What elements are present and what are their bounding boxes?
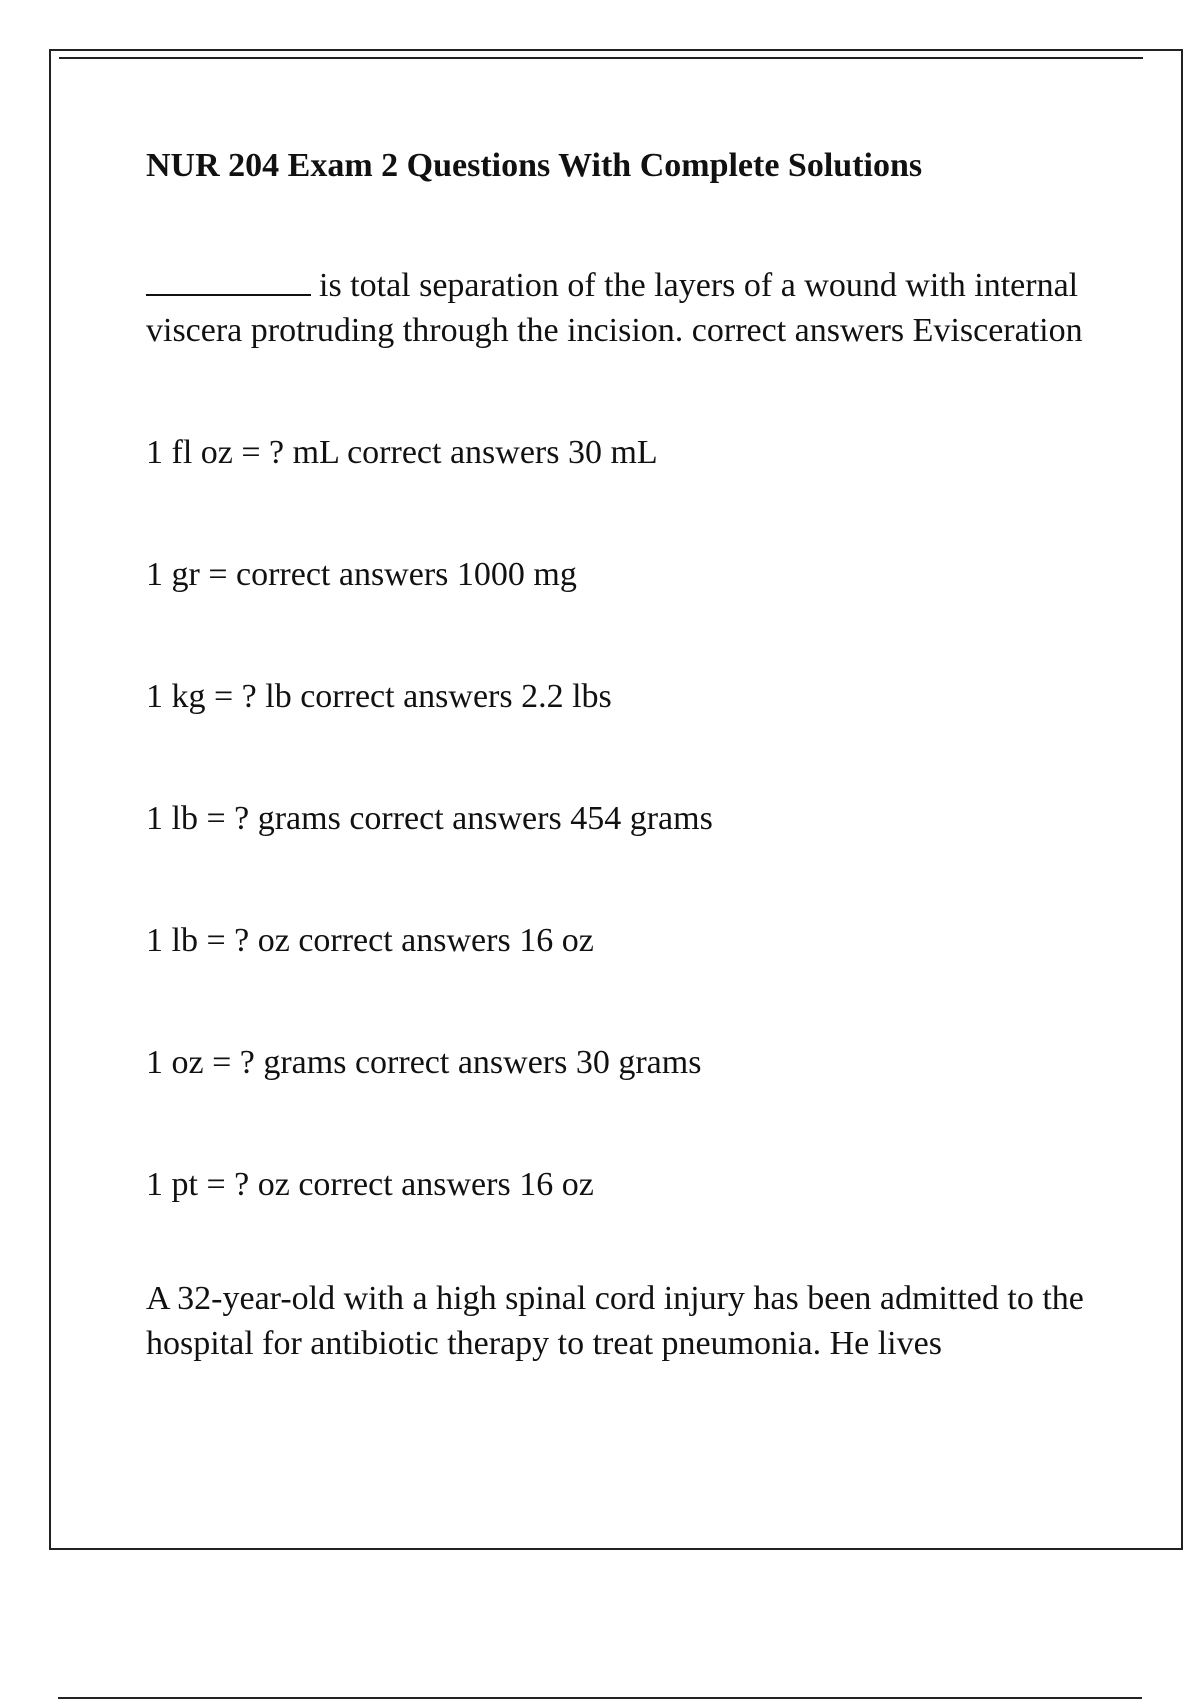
answer-label: correct answers xyxy=(298,1166,511,1203)
question-text: 1 pt = ? oz xyxy=(146,1166,290,1203)
answer-text: 454 grams xyxy=(570,800,713,837)
answer-label: correct answers xyxy=(236,556,449,593)
answer-label: correct answers xyxy=(300,678,513,715)
document-content xyxy=(146,145,1106,1366)
answer-text: 16 oz xyxy=(519,1166,594,1203)
question-text: 1 lb = ? grams xyxy=(146,800,341,837)
question-text: 1 lb = ? oz xyxy=(146,922,290,959)
qa-item xyxy=(146,263,1106,353)
document-title: NUR 204 Exam 2 Questions With Complete Solutions xyxy=(146,147,923,184)
qa-item xyxy=(146,918,1106,963)
answer-label: correct answers xyxy=(349,800,562,837)
question-text: 1 kg = ? lb xyxy=(146,678,292,715)
answer-text: Evisceration xyxy=(912,312,1083,349)
answer-label: correct answers xyxy=(347,434,560,471)
fill-in-blank xyxy=(146,266,311,296)
answer-label: correct answers xyxy=(298,922,511,959)
question-text: A 32-year-old with a high spinal cord injury has been admitted to the hospital for antibiotic therapy to treat pneumonia. He lives xyxy=(146,1280,1084,1362)
question-text: 1 oz = ? grams xyxy=(146,1044,347,1081)
answer-label: correct answers xyxy=(691,312,905,349)
qa-item xyxy=(146,430,1106,475)
answer-text: 2.2 lbs xyxy=(521,678,612,715)
answer-text: 1000 mg xyxy=(456,556,577,593)
qa-item xyxy=(146,552,1106,597)
question-text: is total separation of the layers of a wound with internal viscera protruding through the incision. xyxy=(146,267,1079,349)
question-text: 1 gr = xyxy=(146,556,228,593)
answer-text: 30 grams xyxy=(575,1044,702,1081)
qa-item xyxy=(146,674,1106,719)
question-text: 1 fl oz = ? mL xyxy=(146,434,339,471)
top-double-rule xyxy=(59,57,1143,59)
qa-item xyxy=(146,1040,1106,1085)
qa-item xyxy=(146,796,1106,841)
qa-item xyxy=(146,1162,1106,1207)
footer-rule xyxy=(58,1697,1142,1699)
answer-text: 30 mL xyxy=(567,434,658,471)
answer-label: correct answers xyxy=(354,1044,568,1081)
qa-item-truncated xyxy=(146,1276,1106,1366)
answer-text: 16 oz xyxy=(519,922,594,959)
